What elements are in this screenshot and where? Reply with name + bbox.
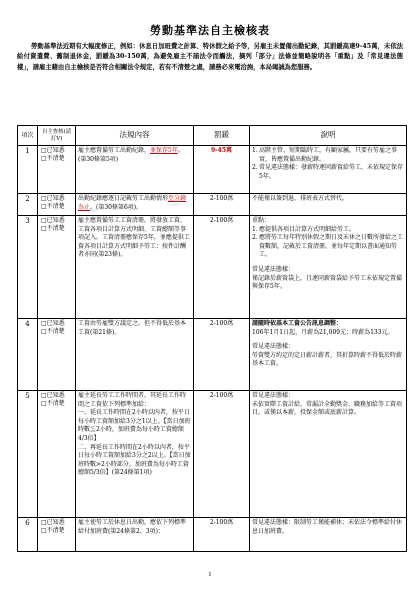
option-unclear-checkbox[interactable]: □不清楚 [41, 203, 65, 210]
check-cell [38, 319, 76, 391]
header-law: 法規內容 [76, 126, 194, 146]
header-check: 自主查核(請打V) [38, 126, 76, 146]
table-row [18, 518, 407, 552]
fine-cell: 2-100萬 [194, 216, 250, 319]
row-no: 5 [18, 391, 38, 518]
check-cell [38, 391, 76, 518]
option-unclear-checkbox[interactable]: □不清楚 [41, 527, 65, 534]
min-wage-text: 106年1月1日起，月薪為21,009元；時薪為133元。 [252, 328, 394, 336]
check-cell [38, 518, 76, 552]
law-highlight: 並保存5年 [150, 147, 178, 154]
check-cell [38, 146, 76, 194]
explain-cell [250, 391, 407, 518]
law-cell: 雇主延長勞工工作時間者，其延長工作時間之工資依下列標準加給： 一、延長工作時間在2小時以內者，按平日每小時工資額加給3分之1以上。【當日加班時數≦2小時，加班費為每小時工資總額4/3倍】 二、再延長工作時間在2小時以內者，按平日每小時工資額加給3分之2以上。【當日加班時數>2小時部分，加班費為每小時工資總額5/3倍】(第24條第1項) [76, 391, 194, 518]
explain-cell [250, 319, 407, 391]
header-no: 項次 [18, 126, 38, 146]
law-cell: 出勤紀錄應逐日記載勞工出勤情形至分鐘為止。(第30條第6項)。 [76, 194, 194, 216]
intro-paragraph: 勞動基準法近期有大幅度修正，例如：休息日加班費之計算、特休假之給予等，另雇主未置備出勤紀錄，其罰鍰高達9-45萬，未依法給付資遣費、舊制退休金，罰鍰為30-150萬，為避免雇主不諳法令而觸法，摘列「部分」法條並簡略說明各「重點」及「常見違法態樣」，請雇主藉由自主檢核是否符合相關法令規定，若有不清楚之處，請務必來電洽詢，本局竭誠為您服務。 [17, 43, 403, 71]
law-cell: 工資由勞雇雙方議定之。但不得低於基本工資(第21條)。 [76, 319, 194, 391]
table-row [18, 216, 407, 319]
check-cell [38, 194, 76, 216]
min-wage-label: 請隨時依基本工資公告訊息調整： [252, 320, 343, 327]
common-text: 未依實際工資計給，常漏計全勤獎金、職務加給等工資項目，或僅以本薪，投保金額或底薪計算。 [252, 400, 403, 417]
option-known-checkbox[interactable]: □已知悉 [41, 392, 65, 399]
law-highlight: 至分鐘為止 [78, 195, 187, 211]
option-unclear-checkbox[interactable]: □不清楚 [41, 155, 65, 162]
row-no: 3 [18, 216, 38, 319]
checklist-table [17, 125, 407, 552]
explain-cell: 不能僅以簽到退、排班表方式替代。 [250, 194, 407, 216]
row-no: 4 [18, 319, 38, 391]
option-unclear-checkbox[interactable]: □不清楚 [41, 400, 65, 407]
option-known-checkbox[interactable]: □已知悉 [41, 217, 65, 224]
table-row [18, 146, 407, 194]
law-cell: 雇主應置備勞工工資清冊，將發放工資、工資各項目計算方式明細、工資總額等事項記入。工資清冊應保存5年，並應提供工資各項目計算方式明細予勞工；按件計酬者亦同(第23條)。 [76, 216, 194, 319]
option-unclear-checkbox[interactable]: □不清楚 [41, 328, 65, 335]
table-row [18, 391, 407, 518]
option-known-checkbox[interactable]: □已知悉 [41, 519, 65, 526]
common-label: 常見違法態樣： [252, 519, 295, 526]
focus-label: 重點： [252, 217, 271, 224]
fine-cell: 2-100萬 [194, 319, 250, 391]
explain-cell: 重點： 1. 應提供各項目計算方式明細給勞工。 2. 應將勞工每年特別休假之期日及未休之日數所發給之工資數額，記載於工資清冊，並每年定期以書面通知勞工。 常見違法態樣： 僅記錄於薪資袋上，且連同薪資袋給予勞工未依規定置備與保存5年。 [250, 216, 407, 319]
common-text: 限制勞工僅能補休；未依法令標準給付休息日加班費。 [252, 519, 403, 535]
fine-cell: 2-100萬 [194, 391, 250, 518]
fine-cell: 9-45萬 [194, 146, 250, 194]
row-no: 1 [18, 146, 38, 194]
page-number: 1 [208, 572, 212, 578]
table-header-row [18, 126, 407, 146]
common-label: 常見違法態樣： [252, 343, 295, 351]
common-label: 常見違法態樣： [252, 265, 295, 273]
document-title: 勞動基準法自主檢核表 [150, 24, 270, 37]
row-no: 2 [18, 194, 38, 216]
option-unclear-checkbox[interactable]: □不清楚 [41, 225, 65, 232]
fine-cell: 2-100萬 [194, 518, 250, 552]
common-text: 勞資雙方約定的定日薪計薪者，其折算時薪不得低於時薪基本工資。 [252, 351, 403, 368]
header-fine: 罰鍰 [194, 126, 250, 146]
law-cell: 雇主應置備勞工出勤紀錄，並保存5年。(第30條第5項) [76, 146, 194, 194]
table-row [18, 194, 407, 216]
common-text: 僅記錄於薪資袋上，且連同薪資袋給予勞工未依規定置備與保存5年。 [252, 274, 403, 291]
fine-cell: 2-100萬 [194, 194, 250, 216]
law-cell: 雇主使勞工於休息日出勤，應依下列標準給付加班費(第24條第2、3項)： [76, 518, 194, 552]
check-cell [38, 216, 76, 319]
explain-cell: 1. 高階主管、短期臨時工，有顧家屬，只要有勞雇之事實，皆應置備出勤紀錄。 2. 常見違法態樣：發薪時連同薪資給勞工，未依規定保存5年。 [250, 146, 407, 194]
common-label: 常見違法態樣： [252, 392, 295, 399]
option-known-checkbox[interactable]: □已知悉 [41, 320, 65, 327]
option-known-checkbox[interactable]: □已知悉 [41, 195, 65, 202]
row-no: 6 [18, 518, 38, 552]
table-row [18, 319, 407, 391]
option-known-checkbox[interactable]: □已知悉 [41, 147, 65, 154]
explain-cell [250, 518, 407, 552]
header-explain: 說明 [250, 126, 407, 146]
